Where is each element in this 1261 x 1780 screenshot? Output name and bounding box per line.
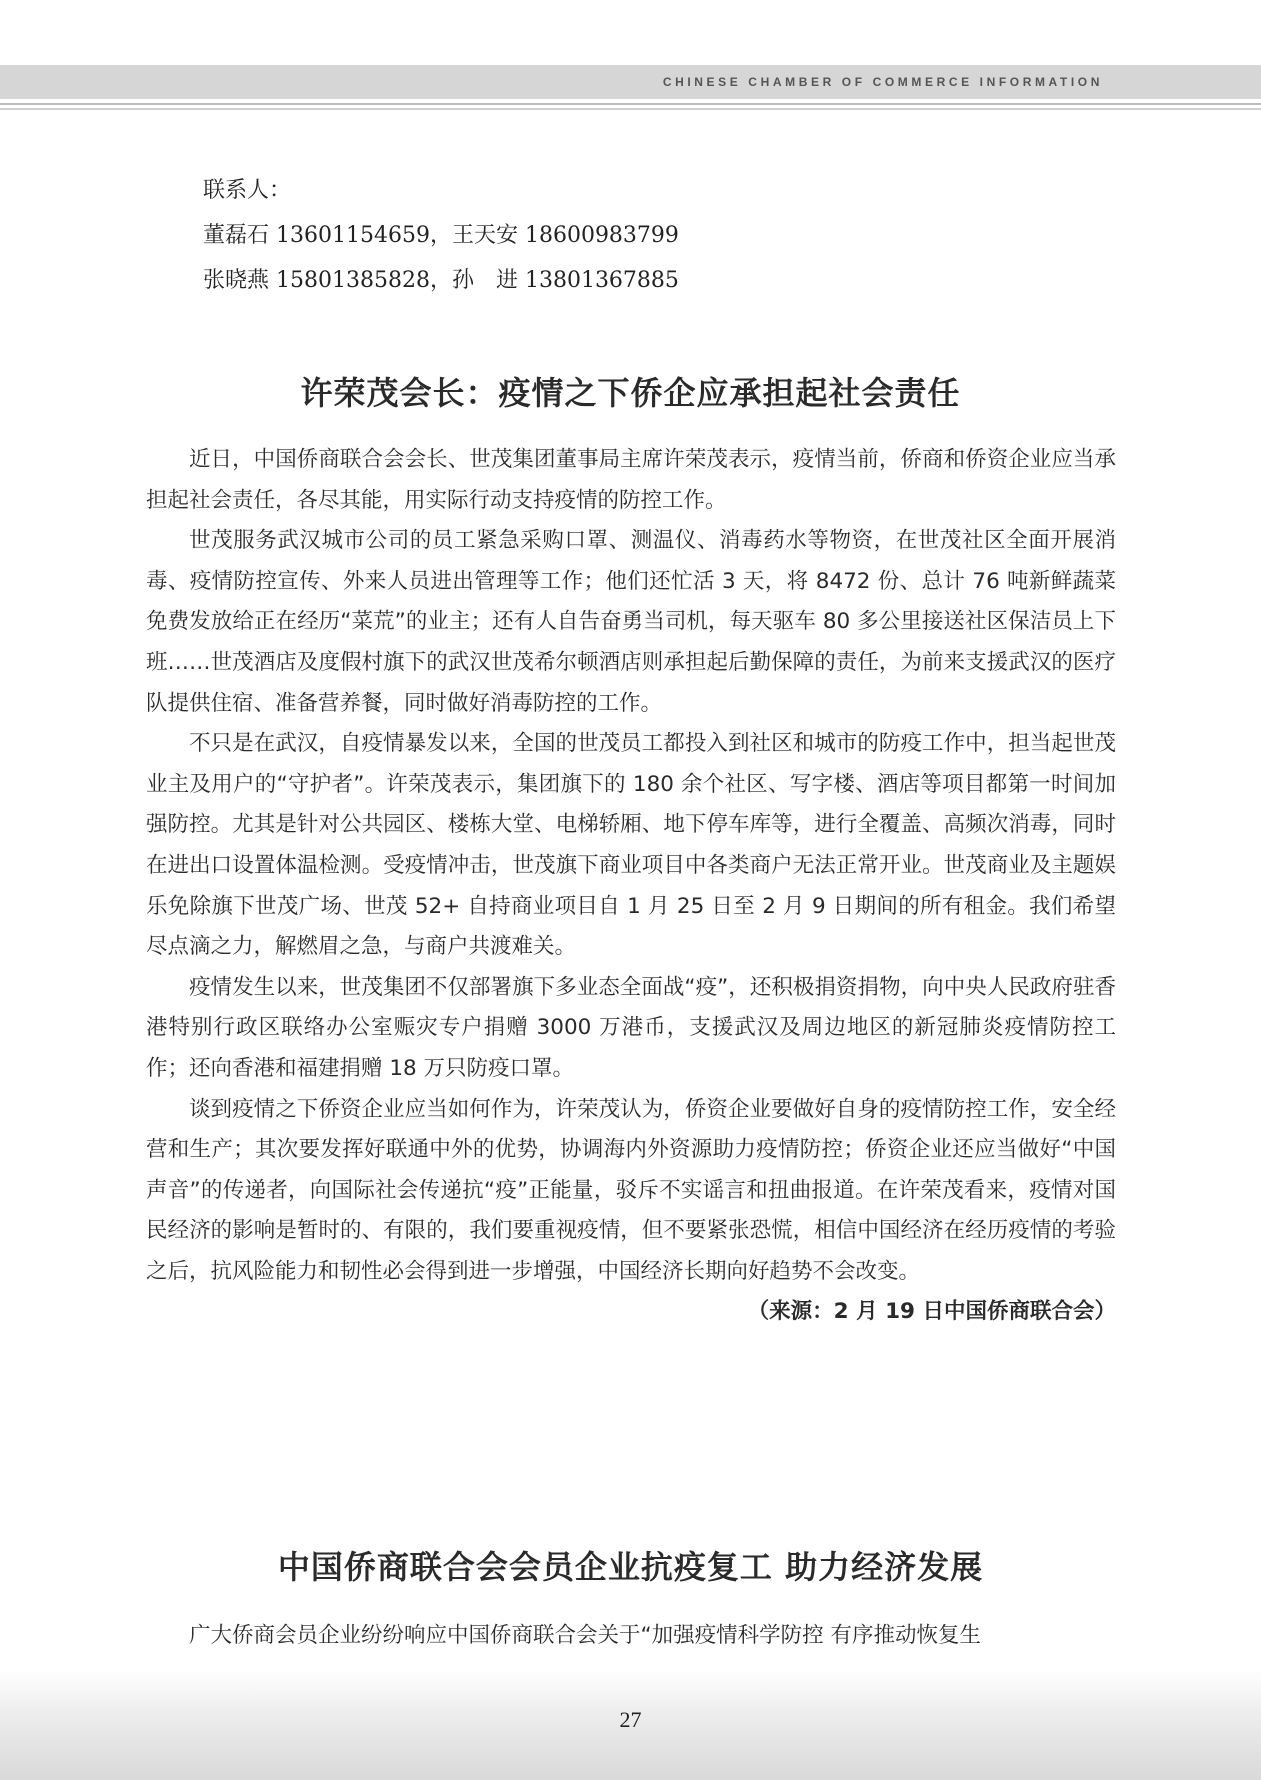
contact-line-2: 张晓燕 15801385828，孙 进 13801367885 [203, 268, 679, 293]
paragraph: 广大侨商会员企业纷纷响应中国侨商联合会关于“加强疫情科学防控 有序推动恢复生 [189, 1623, 981, 1648]
article-title-1: 许荣茂会长：疫情之下侨企应承担起社会责任 [300, 374, 961, 412]
contact-line-1: 董磊石 13601154659，王天安 18600983799 [203, 223, 679, 248]
article-body-1 [146, 440, 1116, 1333]
contact-label: 联系人： [203, 178, 292, 203]
article-body-2 [146, 1616, 1116, 1657]
contact-block [203, 168, 679, 303]
header-rule-secondary [0, 108, 1261, 110]
paragraph: 疫情发生以来，世茂集团不仅部署旗下多业态全面战“疫”，还积极捐资捐物，向中央人民政府驻香港特别行政区联络办公室赈灾专户捐赠 3000 万港币，支援武汉及周边地区的新冠肺炎疫情防控工作；还向香港和福建捐赠 18 万只防疫口罩。 [146, 974, 1116, 1081]
paragraph: 不只是在武汉，自疫情暴发以来，全国的世茂员工都投入到社区和城市的防疫工作中，担当起世茂业主及用户的“守护者”。许荣茂表示，集团旗下的 180 余个社区、写字楼、酒店等项目都第一时间加强防控。尤其是针对公共园区、楼栋大堂、电梯轿厢、地下停车库等，进行全覆盖、高频次消毒，同时在进出口设置体温检测。受疫情冲击，世茂旗下商业项目中各类商户无法正常开业。世茂商业及主题娱乐免除旗下世茂广场、世茂 52+ 自持商业项目自 1 月 25 日至 2 月 9 日期间的所有租金。我们希望尽点滴之力，解燃眉之急，与商户共渡难关。 [146, 731, 1116, 960]
paragraph: 近日，中国侨商联合会会长、世茂集团董事局主席许荣茂表示，疫情当前，侨商和侨资企业应当承担起社会责任，各尽其能，用实际行动支持疫情的防控工作。 [146, 447, 1116, 513]
article-title-2: 中国侨商联合会会员企业抗疫复工 助力经济发展 [277, 1548, 984, 1586]
source-citation: （来源：2 月 19 日中国侨商联合会） [747, 1299, 1116, 1325]
running-title: CHINESE CHAMBER OF COMMERCE INFORMATION [662, 75, 1103, 89]
page-number: 27 [619, 1707, 642, 1732]
paragraph-text: 谈到疫情之下侨资企业应当如何作为，许荣茂认为，侨资企业要做好自身的疫情防控工作，安全经营和生产；其次要发挥好联通中外的优势，协调海内外资源助力疫情防控；侨资企业还应当做好“中国声音”的传递者，向国际社会传递抗“疫”正能量，驳斥不实谣言和扭曲报道。在许荣茂看来，疫情对国民经济的影响是暂时的、有限的，我们要重视疫情，但不要紧张恐慌，相信中国经济在经历疫情的考验之后，抗风险能力和韧性必会得到进一步增强，中国经济长期向好趋势不会改变。 [146, 1096, 1116, 1284]
paragraph: 世茂服务武汉城市公司的员工紧急采购口罩、测温仪、消毒药水等物资，在世茂社区全面开展消毒、疫情防控宣传、外来人员进出管理等工作；他们还忙活 3 天，将 8472 份、总计 76 吨新鲜蔬菜免费发放给正在经历“菜荒”的业主；还有人自告奋勇当司机，每天驱车 80 多公里接送社区保洁员上下班……世茂酒店及度假村旗下的武汉世茂希尔顿酒店则承担起后勤保障的责任，为前来支援武汉的医疗队提供住宿、准备营养餐，同时做好消毒防控的工作。 [146, 528, 1116, 716]
paragraph-last [146, 1090, 1116, 1325]
header-rule [0, 103, 1261, 105]
